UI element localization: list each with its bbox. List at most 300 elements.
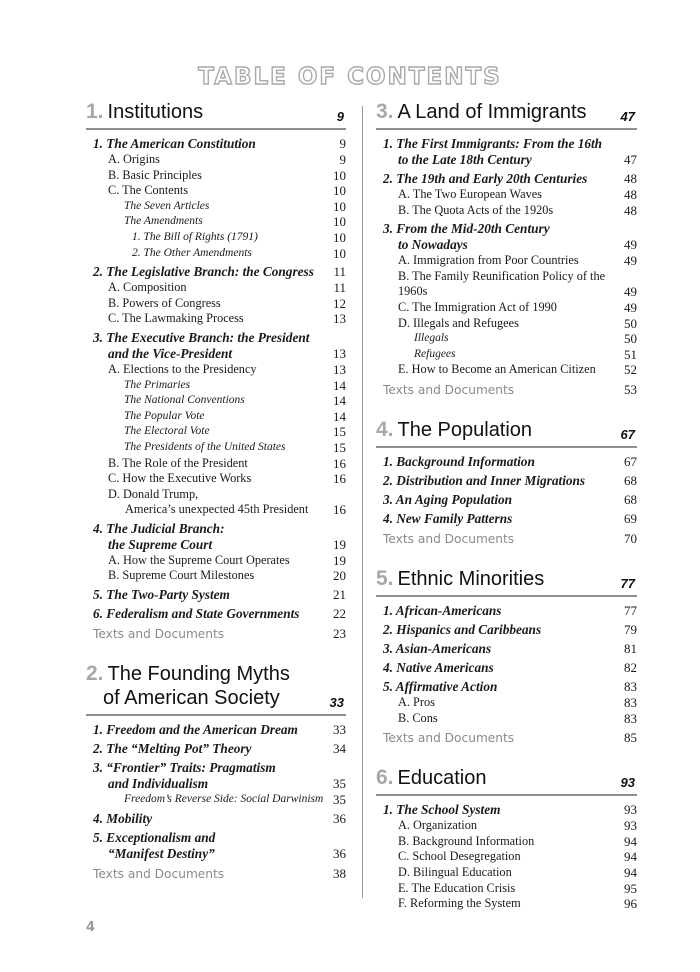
entry-line: The Presidents of the United States — [124, 440, 286, 453]
entry-text — [398, 881, 615, 897]
entry-page: 16 — [333, 502, 346, 518]
toc-entry[interactable] — [376, 802, 637, 818]
entry-text — [398, 316, 615, 332]
entry-line: 3. An Aging Population — [383, 491, 513, 507]
entry-text — [93, 521, 324, 553]
entry-page: 34 — [333, 741, 346, 757]
entry-text — [398, 834, 615, 850]
entry-page: 10 — [333, 183, 346, 199]
entry-text — [383, 603, 615, 619]
toc-entry[interactable] — [376, 896, 637, 912]
entry-page: 96 — [624, 896, 637, 912]
toc-entry[interactable] — [376, 865, 637, 881]
entry-text — [93, 330, 324, 362]
entry-page: 35 — [333, 792, 346, 808]
toc-entry[interactable] — [376, 454, 637, 470]
chapter-number: 4. — [376, 417, 394, 441]
texts-documents-link[interactable] — [86, 865, 346, 883]
entry-page: 94 — [624, 864, 637, 880]
entry-text — [93, 830, 324, 862]
entry-text — [132, 246, 324, 262]
entry-page: 13 — [333, 345, 346, 361]
toc-entry[interactable] — [86, 246, 346, 262]
toc-entry[interactable] — [86, 456, 346, 472]
entry-text — [383, 530, 615, 548]
entry-text — [383, 802, 615, 818]
chapter-title: Education — [397, 767, 487, 790]
toc-entry[interactable] — [376, 253, 637, 269]
chapter-heading[interactable] — [376, 568, 637, 597]
toc-entry[interactable] — [86, 199, 346, 215]
entry-line: Refugees — [414, 347, 456, 360]
toc-entry[interactable] — [376, 511, 637, 527]
entry-text — [93, 264, 324, 280]
toc-entry[interactable] — [376, 203, 637, 219]
entry-page: 68 — [624, 491, 637, 507]
chapter-number: 1. — [86, 100, 104, 123]
entry-line: F. Reforming the System — [398, 896, 521, 911]
entry-text — [383, 729, 615, 747]
entry-text — [108, 183, 324, 199]
toc-entry[interactable] — [86, 409, 346, 425]
toc-entry[interactable] — [86, 521, 346, 553]
toc-entry[interactable] — [86, 606, 346, 622]
entry-text — [398, 896, 615, 912]
entry-line: 4. Native Americans — [383, 659, 494, 675]
entry-page: 49 — [624, 299, 637, 315]
entry-page: 10 — [333, 229, 346, 245]
entry-page: 94 — [624, 849, 637, 865]
chapter-title: A Land of Immigrants — [397, 101, 587, 123]
entry-page: 10 — [333, 245, 346, 261]
entry-text — [414, 331, 615, 347]
entry-text — [108, 280, 324, 296]
entry-page: 20 — [333, 568, 346, 584]
entry-line: C. The Contents — [108, 183, 189, 198]
entry-line: and Individualism — [108, 776, 209, 792]
entry-page: 81 — [624, 640, 637, 656]
toc-entry[interactable] — [376, 473, 637, 489]
entry-page: 94 — [624, 833, 637, 849]
entry-text — [93, 865, 324, 883]
entry-text — [124, 792, 324, 808]
chapter-title: Ethnic Minorities — [397, 567, 545, 590]
entry-line: the Supreme Court — [108, 536, 213, 552]
entry-page: 11 — [333, 264, 346, 280]
entry-page: 50 — [624, 331, 637, 347]
entry-text — [93, 606, 324, 622]
toc-entry[interactable] — [376, 818, 637, 834]
entry-page: 12 — [333, 295, 346, 311]
entry-text — [383, 511, 615, 527]
entry-line: Texts and Documents — [383, 382, 515, 397]
toc-entry[interactable] — [376, 331, 637, 347]
entry-text — [108, 487, 324, 518]
entry-text — [398, 187, 615, 203]
entry-line: 2. The “Melting Pot” Theory — [93, 741, 252, 757]
entry-line: The Primaries — [124, 378, 191, 391]
entry-line: 3. “Frontier” Traits: Pragmatism — [93, 760, 276, 776]
chapter-heading[interactable] — [376, 767, 637, 796]
toc-entry[interactable] — [376, 679, 637, 695]
entry-page: 10 — [333, 198, 346, 214]
entry-line: 6. Federalism and State Governments — [93, 606, 300, 622]
entry-text — [108, 456, 324, 472]
entry-text — [108, 168, 324, 184]
toc-entry[interactable] — [86, 587, 346, 603]
chapter-page: 33 — [329, 695, 344, 711]
chapter-page: 67 — [620, 426, 635, 442]
entry-text — [383, 171, 615, 187]
entry-text — [93, 625, 324, 643]
entry-text — [108, 471, 324, 487]
entry-page: 53 — [624, 381, 637, 397]
toc-entry[interactable] — [376, 834, 637, 850]
entry-page: 67 — [624, 453, 637, 469]
entry-line: 2. The Legislative Branch: the Congress — [93, 264, 314, 280]
entry-line: Texts and Documents — [93, 627, 225, 642]
entry-page: 49 — [624, 284, 637, 300]
toc-entry[interactable] — [376, 603, 637, 619]
entry-text — [93, 811, 324, 827]
entry-page: 9 — [339, 136, 346, 151]
toc-entry[interactable] — [376, 316, 637, 332]
entry-line: 2. The Other Amendments — [132, 246, 252, 259]
toc-entry[interactable] — [86, 471, 346, 487]
chapter-page: 77 — [620, 575, 635, 591]
entry-page: 21 — [333, 587, 346, 603]
entry-page: 70 — [624, 530, 637, 546]
entry-line: A. Elections to the Presidency — [108, 361, 257, 376]
entry-text — [108, 362, 324, 378]
chapter-heading[interactable] — [376, 419, 637, 448]
entry-page: 36 — [333, 810, 346, 826]
entry-page: 83 — [624, 694, 637, 710]
entry-page: 77 — [624, 602, 637, 618]
entry-line: A. Organization — [398, 818, 477, 833]
entry-page: 51 — [624, 346, 637, 362]
entry-line: 1. Background Information — [383, 453, 535, 469]
entry-page: 48 — [624, 202, 637, 218]
entry-line: C. The Immigration Act of 1990 — [398, 299, 557, 314]
entry-line: 1. The Bill of Rights (1791) — [132, 230, 258, 243]
toc-entry[interactable] — [376, 347, 637, 363]
entry-page: 83 — [624, 678, 637, 694]
entry-page: 48 — [624, 187, 637, 202]
entry-line: A. Origins — [108, 152, 160, 166]
entry-page: 35 — [333, 776, 346, 792]
entry-line: 3. The Executive Branch: the President — [93, 329, 310, 345]
entry-text — [108, 568, 324, 584]
entry-text — [93, 587, 324, 603]
entry-text — [398, 300, 615, 316]
entry-page: 11 — [333, 280, 346, 296]
chapter-title: The Population — [397, 418, 533, 441]
entry-line: America’s unexpected 45th President — [125, 502, 309, 517]
toc-entry[interactable] — [86, 362, 346, 378]
toc-entry[interactable] — [376, 187, 637, 203]
entry-line: 5. Exceptionalism and — [93, 829, 216, 845]
entry-text — [398, 362, 615, 378]
entry-page: 69 — [624, 510, 637, 526]
entry-text — [383, 641, 615, 657]
entry-line: and the Vice-President — [108, 345, 233, 361]
toc-entry[interactable] — [86, 183, 346, 199]
toc-entry[interactable] — [376, 881, 637, 897]
chapter-number: 2. — [86, 662, 104, 686]
entry-text — [124, 393, 324, 409]
entry-line: 5. Affirmative Action — [383, 678, 498, 694]
entry-text — [132, 230, 324, 246]
toc-entry[interactable] — [86, 553, 346, 569]
toc-entry[interactable] — [376, 221, 637, 253]
toc-entry[interactable] — [376, 492, 637, 508]
entry-text — [398, 818, 615, 834]
entry-text — [398, 269, 615, 300]
entry-line: 1. The American Constitution — [93, 136, 256, 151]
entry-line: B. The Family Reunification Policy of the 1960s — [398, 268, 606, 299]
entry-text — [124, 440, 324, 456]
entry-text — [383, 679, 615, 695]
toc-entry[interactable] — [86, 760, 346, 792]
toc-entry[interactable] — [86, 264, 346, 280]
toc-entry[interactable] — [86, 830, 346, 862]
entry-line: 5. The Two-Party System — [93, 587, 230, 603]
entry-page: 9 — [339, 152, 346, 167]
entry-text — [93, 760, 324, 792]
texts-documents-link[interactable] — [86, 625, 346, 643]
entry-text — [398, 203, 615, 219]
column-divider — [362, 106, 363, 898]
toc-entry[interactable] — [86, 214, 346, 230]
entry-text — [383, 221, 615, 253]
entry-text — [383, 492, 615, 508]
entry-line: “Manifest Destiny” — [108, 845, 215, 861]
entry-page: 13 — [333, 311, 346, 327]
toc-entry[interactable] — [86, 311, 346, 327]
chapter-title: Institutions — [107, 101, 204, 123]
toc-entry[interactable] — [86, 393, 346, 409]
toc-entry[interactable] — [86, 424, 346, 440]
toc-entry[interactable] — [376, 695, 637, 711]
entry-line: E. The Education Crisis — [398, 880, 516, 895]
texts-documents-link[interactable] — [376, 381, 637, 399]
entry-text — [108, 296, 324, 312]
entry-line: A. Immigration from Poor Countries — [398, 253, 579, 268]
entry-text — [383, 473, 615, 489]
toc-entry[interactable] — [86, 722, 346, 738]
entry-line: 2. Hispanics and Caribbeans — [383, 621, 542, 637]
entry-text — [383, 136, 615, 168]
entry-page: 15 — [333, 424, 346, 440]
entry-line: B. The Quota Acts of the 1920s — [398, 202, 554, 217]
entry-text — [383, 660, 615, 676]
entry-text — [108, 311, 324, 327]
entry-line: D. Bilingual Education — [398, 864, 512, 879]
page-number: 4 — [86, 920, 96, 935]
entry-line: The Popular Vote — [124, 409, 205, 422]
toc-entry[interactable] — [86, 440, 346, 456]
entry-line: Illegals — [414, 332, 449, 345]
entry-page: 68 — [624, 472, 637, 488]
entry-line: 2. The 19th and Early 20th Centuries — [383, 171, 588, 186]
entry-text — [124, 409, 324, 425]
entry-text — [398, 695, 615, 711]
chapter-page: 9 — [336, 109, 344, 124]
entry-text — [383, 454, 615, 470]
entry-line: to Nowadays — [398, 237, 468, 253]
toc-entry[interactable] — [86, 330, 346, 362]
toc-entry[interactable] — [376, 622, 637, 638]
chapter-heading[interactable] — [86, 101, 346, 130]
entry-page: 22 — [333, 606, 346, 622]
entry-line: 1. Freedom and the American Dream — [93, 722, 298, 738]
left-column — [86, 101, 346, 883]
entry-line: E. How to Become an American Citizen — [398, 362, 596, 377]
entry-page: 13 — [333, 361, 346, 377]
entry-page: 93 — [624, 818, 637, 834]
toc-entry[interactable] — [376, 300, 637, 316]
entry-line: 4. The Judicial Branch: — [93, 520, 225, 536]
entry-line: D. Illegals and Refugees — [398, 315, 519, 330]
entry-page: 83 — [624, 710, 637, 726]
entry-line: 3. From the Mid-20th Century — [383, 221, 550, 237]
entry-page: 85 — [624, 730, 637, 746]
entry-page: 52 — [624, 362, 637, 378]
toc-entry[interactable] — [86, 136, 346, 152]
entry-line: The Electoral Vote — [124, 425, 210, 438]
toc-entry[interactable] — [86, 792, 346, 808]
entry-page: 50 — [624, 315, 637, 331]
entry-line: The National Conventions — [124, 394, 245, 407]
entry-page: 15 — [333, 439, 346, 455]
toc-entry[interactable] — [86, 811, 346, 827]
entry-page: 14 — [333, 408, 346, 424]
entry-line: Freedom’s Reverse Side: Social Darwinism — [124, 793, 324, 806]
toc-entry[interactable] — [86, 296, 346, 312]
entry-line: C. School Desegregation — [398, 849, 521, 864]
entry-line: C. How the Executive Works — [108, 471, 252, 486]
toc-entry[interactable] — [86, 568, 346, 584]
toc-entry[interactable] — [376, 641, 637, 657]
entry-line: 4. New Family Patterns — [383, 510, 513, 526]
entry-line: A. The Two European Waves — [398, 187, 542, 201]
entry-page: 19 — [333, 552, 346, 568]
toc-entry[interactable] — [376, 849, 637, 865]
entry-text — [108, 152, 324, 168]
entry-page: 82 — [624, 659, 637, 675]
right-column — [376, 101, 637, 912]
entry-line: to the Late 18th Century — [398, 152, 532, 167]
entry-text — [398, 253, 615, 269]
entry-page: 48 — [624, 171, 637, 186]
entry-text — [414, 347, 615, 363]
entry-text — [124, 378, 324, 394]
entry-page: 33 — [333, 722, 346, 738]
page-title: TABLE OF CONTENTS — [198, 64, 502, 90]
entry-line: 1. The School System — [383, 802, 501, 818]
entry-line: The Seven Articles — [124, 199, 210, 212]
texts-documents-link[interactable] — [376, 530, 637, 548]
entry-page: 10 — [333, 167, 346, 183]
entry-line: B. Supreme Court Milestones — [108, 568, 255, 583]
chapter-heading[interactable] — [376, 101, 637, 130]
entry-page: 16 — [333, 455, 346, 471]
entry-line: 4. Mobility — [93, 810, 153, 826]
toc-entry[interactable] — [376, 711, 637, 727]
entry-text — [398, 711, 615, 727]
entry-page: 95 — [624, 880, 637, 896]
toc-entry[interactable] — [86, 487, 346, 518]
entry-page: 79 — [624, 621, 637, 637]
entry-line: A. Composition — [108, 280, 187, 295]
chapter-page: 47 — [620, 109, 635, 124]
entry-line: Texts and Documents — [383, 731, 515, 746]
entry-text — [108, 553, 324, 569]
entry-line: C. The Lawmaking Process — [108, 311, 244, 326]
entry-text — [383, 381, 615, 399]
chapter-page: 93 — [620, 775, 635, 791]
entry-line: B. Cons — [398, 710, 438, 725]
entry-line: 2. Distribution and Inner Migrations — [383, 472, 586, 488]
toc-entry[interactable] — [376, 136, 637, 168]
texts-documents-link[interactable] — [376, 729, 637, 747]
entry-page: 38 — [333, 865, 346, 881]
entry-text — [93, 741, 324, 757]
entry-page: 14 — [333, 377, 346, 393]
entry-line: A. How the Supreme Court Operates — [108, 552, 290, 567]
entry-line: A. Pros — [398, 694, 435, 709]
entry-line: B. Basic Principles — [108, 167, 202, 182]
entry-page: 16 — [333, 471, 346, 487]
entry-line: B. The Role of the President — [108, 455, 248, 470]
toc-entry[interactable] — [86, 741, 346, 757]
toc-entry[interactable] — [86, 168, 346, 184]
entry-line: 1. African-Americans — [383, 602, 502, 618]
entry-line: B. Background Information — [398, 833, 535, 848]
chapter-number: 3. — [376, 100, 394, 123]
toc-entry[interactable] — [86, 230, 346, 246]
chapter-title: The Founding Myths — [107, 663, 290, 686]
toc-entry[interactable] — [86, 378, 346, 394]
entry-line: Texts and Documents — [93, 866, 225, 881]
entry-page: 49 — [624, 253, 637, 269]
entry-page: 49 — [624, 237, 637, 253]
entry-page: 10 — [333, 214, 346, 230]
entry-line: B. Powers of Congress — [108, 295, 221, 310]
toc-entry[interactable] — [376, 269, 637, 300]
entry-page: 93 — [624, 802, 637, 818]
chapter-heading[interactable] — [86, 663, 346, 716]
toc-entry[interactable] — [86, 280, 346, 296]
entry-page: 47 — [624, 152, 637, 167]
toc-entry[interactable] — [376, 362, 637, 378]
entry-line: 3. Asian-Americans — [383, 640, 492, 656]
entry-page: 19 — [333, 536, 346, 552]
entry-text — [383, 622, 615, 638]
toc-entry[interactable] — [376, 171, 637, 187]
toc-entry[interactable] — [86, 152, 346, 168]
entry-page: 36 — [333, 845, 346, 861]
entry-text — [124, 424, 324, 440]
entry-text — [124, 199, 324, 215]
entry-page: 23 — [333, 626, 346, 642]
toc-entry[interactable] — [376, 660, 637, 676]
entry-text — [93, 722, 324, 738]
entry-text — [93, 136, 324, 152]
chapter-number: 6. — [376, 766, 394, 790]
entry-text — [124, 214, 324, 230]
